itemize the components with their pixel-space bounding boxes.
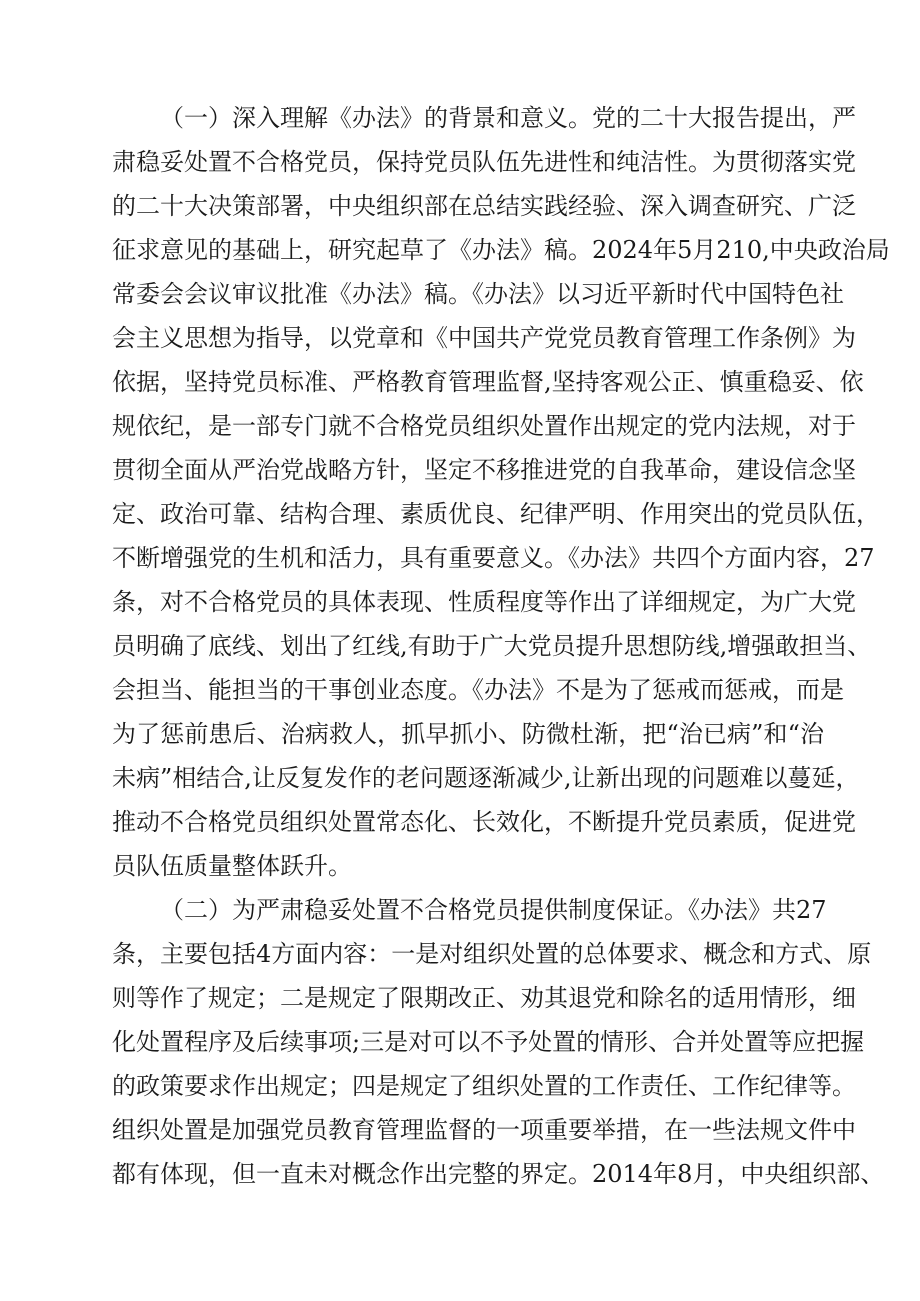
paragraph-1-line-6: 会主义思想为指导，以党章和《中国共产党党员教育管理工作条例》为 (112, 324, 856, 352)
paragraph-1-line-12: 条，对不合格党员的具体表现、性质程度等作出了详细规定，为广大党 (112, 588, 856, 616)
paragraph-2-line-6: 组织处置是加强党员教育管理监督的一项重要举措，在一些法规文件中 (112, 1116, 856, 1144)
paragraph-1-line-8: 规依纪，是一部专门就不合格党员组织处置作出规定的党内法规，对于 (112, 412, 856, 440)
paragraph-2-line-5: 的政策要求作出规定；四是规定了组织处置的工作责任、工作纪律等。 (112, 1072, 856, 1100)
paragraph-1-line-1: （一）深入理解《办法》的背景和意义。党的二十大报告提出，严 (160, 104, 856, 132)
paragraph-2-line-7: 都有体现，但一直未对概念作出完整的界定。2014年8月，中央组织部、 (112, 1160, 885, 1188)
paragraph-2-line-1: （二）为严肃稳妥处置不合格党员提供制度保证。《办法》共27 (160, 896, 827, 924)
paragraph-1-line-2: 肃稳妥处置不合格党员，保持党员队伍先进性和纯洁性。为贯彻落实党 (112, 148, 856, 176)
paragraph-1-line-5: 常委会会议审议批准《办法》稿。《办法》以习近平新时代中国特色社 (112, 280, 844, 308)
paragraph-1-line-9: 贯彻全面从严治党战略方针，坚定不移推进党的自我革命，建设信念坚 (112, 456, 856, 484)
paragraph-1-line-3: 的二十大决策部署，中央组织部在总结实践经验、深入调查研究、广泛 (112, 192, 856, 220)
paragraph-1-line-11: 不断增强党的生机和活力，具有重要意义。《办法》共四个方面内容，27 (112, 544, 875, 572)
paragraph-2-line-2: 条，主要包括4方面内容：一是对组织处置的总体要求、概念和方式、原 (112, 940, 872, 968)
paragraph-1-line-10: 定、政治可靠、结构合理、素质优良、纪律严明、作用突出的党员队伍， (112, 500, 880, 528)
paragraph-1-line-7: 依据，坚持党员标准、严格教育管理监督,坚持客观公正、慎重稳妥、依 (112, 368, 864, 396)
paragraph-1-line-13: 员明确了底线、划出了红线,有助于广大党员提升思想防线,增强敢担当、 (112, 632, 872, 660)
paragraph-1-line-15: 为了惩前患后、治病救人，抓早抓小、防微杜渐，把“治已病”和“治 (112, 720, 824, 748)
paragraph-1-line-18: 员队伍质量整体跃升。 (112, 852, 352, 880)
paragraph-1-line-17: 推动不合格党员组织处置常态化、长效化，不断提升党员素质，促进党 (112, 808, 856, 836)
paragraph-1-line-4: 征求意见的基础上，研究起草了《办法》稿。2024年5月210,中央政治局 (112, 236, 890, 264)
paragraph-2-line-4: 化处置程序及后续事项;三是对可以不予处置的情形、合并处置等应把握 (112, 1028, 865, 1056)
paragraph-2-line-3: 则等作了规定；二是规定了限期改正、劝其退党和除名的适用情形，细 (112, 984, 856, 1012)
paragraph-1-line-14: 会担当、能担当的干事创业态度。《办法》不是为了惩戒而惩戒，而是 (112, 676, 844, 704)
paragraph-1-line-16: 未病”相结合,让反复发作的老问题逐渐减少,让新出现的问题难以蔓延， (112, 764, 860, 792)
